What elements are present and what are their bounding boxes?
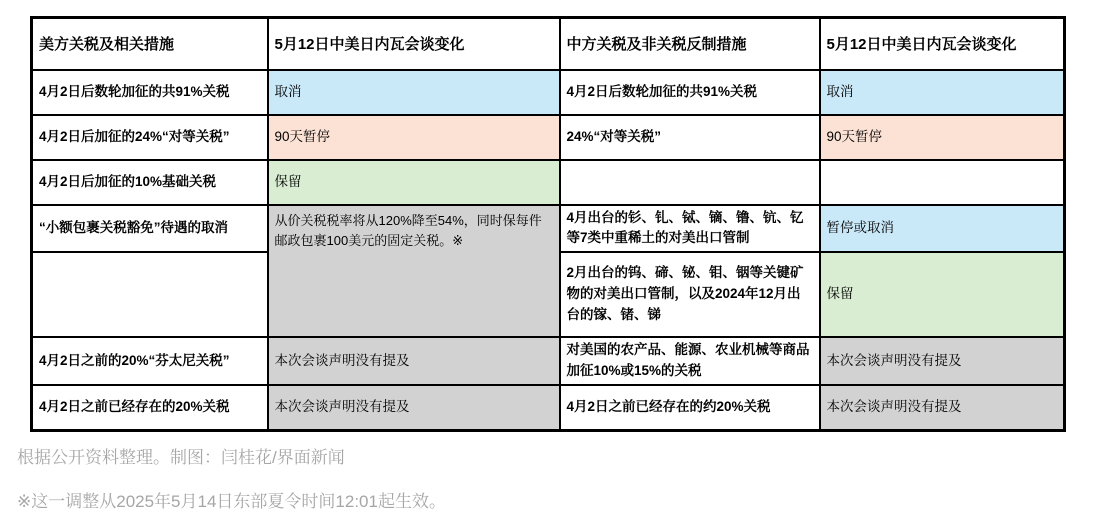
table-header — [32, 18, 1065, 70]
table-cell: 4月2日后数轮加征的共91%关税 — [560, 70, 820, 115]
table-cell: 2月出台的钨、碲、铋、钼、铟等关键矿物的对美出口管制，以及2024年12月出台的镓、锗、锑 — [560, 252, 820, 337]
table-cell: 4月2日之前已经存在的约20%关税 — [560, 385, 820, 430]
table-cell: 本次会谈声明没有提及 — [820, 337, 1065, 385]
table-cell — [560, 160, 820, 205]
table-cell: 从价关税税率将从120%降至54%，同时保每件邮政包裹100美元的固定关税。※ — [268, 205, 560, 338]
table-cell: 暂停或取消 — [820, 205, 1065, 253]
table-cell — [820, 160, 1065, 205]
table-cell: 24%“对等关税” — [560, 115, 820, 160]
table-cell: 本次会谈声明没有提及 — [268, 337, 560, 385]
table-body — [32, 70, 1065, 431]
source-credit: 根据公开资料整理。制图：闫桂花/界面新闻 — [17, 448, 345, 467]
table-cell: 4月2日之前的20%“芬太尼关税” — [32, 337, 268, 385]
table-cell: 本次会谈声明没有提及 — [820, 385, 1065, 430]
table-row — [32, 70, 1065, 115]
table-cell: 对美国的农产品、能源、农业机械等商品加征10%或15%的关税 — [560, 337, 820, 385]
table-row — [32, 160, 1065, 205]
column-header: 中方关税及非关税反制措施 — [560, 18, 820, 70]
table-cell: 保留 — [820, 252, 1065, 337]
column-header: 5月12日中美日内瓦会谈变化 — [268, 18, 560, 70]
footer — [17, 443, 446, 512]
table-cell: 保留 — [268, 160, 560, 205]
table-row — [32, 337, 1065, 385]
table-row — [32, 385, 1065, 430]
tariff-comparison-table — [30, 16, 1066, 432]
table-cell: 4月2日之前已经存在的20%关税 — [32, 385, 268, 430]
effective-date-footnote: ※这一调整从2025年5月14日东部夏令时间12:01起生效。 — [17, 492, 446, 511]
table-cell: 90天暂停 — [268, 115, 560, 160]
table-cell: 4月2日后加征的10%基础关税 — [32, 160, 268, 205]
table-cell: 取消 — [268, 70, 560, 115]
table-row — [32, 205, 1065, 253]
table-cell: 4月2日后加征的24%“对等关税” — [32, 115, 268, 160]
table-cell: 4月出台的钐、钆、铽、镝、镥、钪、钇等7类中重稀土的对美出口管制 — [560, 205, 820, 253]
table-cell: 本次会谈声明没有提及 — [268, 385, 560, 430]
table-cell: 90天暂停 — [820, 115, 1065, 160]
column-header: 5月12日中美日内瓦会谈变化 — [820, 18, 1065, 70]
table-cell: “小额包裹关税豁免”待遇的取消 — [32, 205, 268, 253]
column-header: 美方关税及相关措施 — [32, 18, 268, 70]
table-cell: 取消 — [820, 70, 1065, 115]
table-cell: 4月2日后数轮加征的共91%关税 — [32, 70, 268, 115]
table-row — [32, 115, 1065, 160]
table-cell — [32, 252, 268, 337]
table-header-row — [32, 18, 1065, 70]
